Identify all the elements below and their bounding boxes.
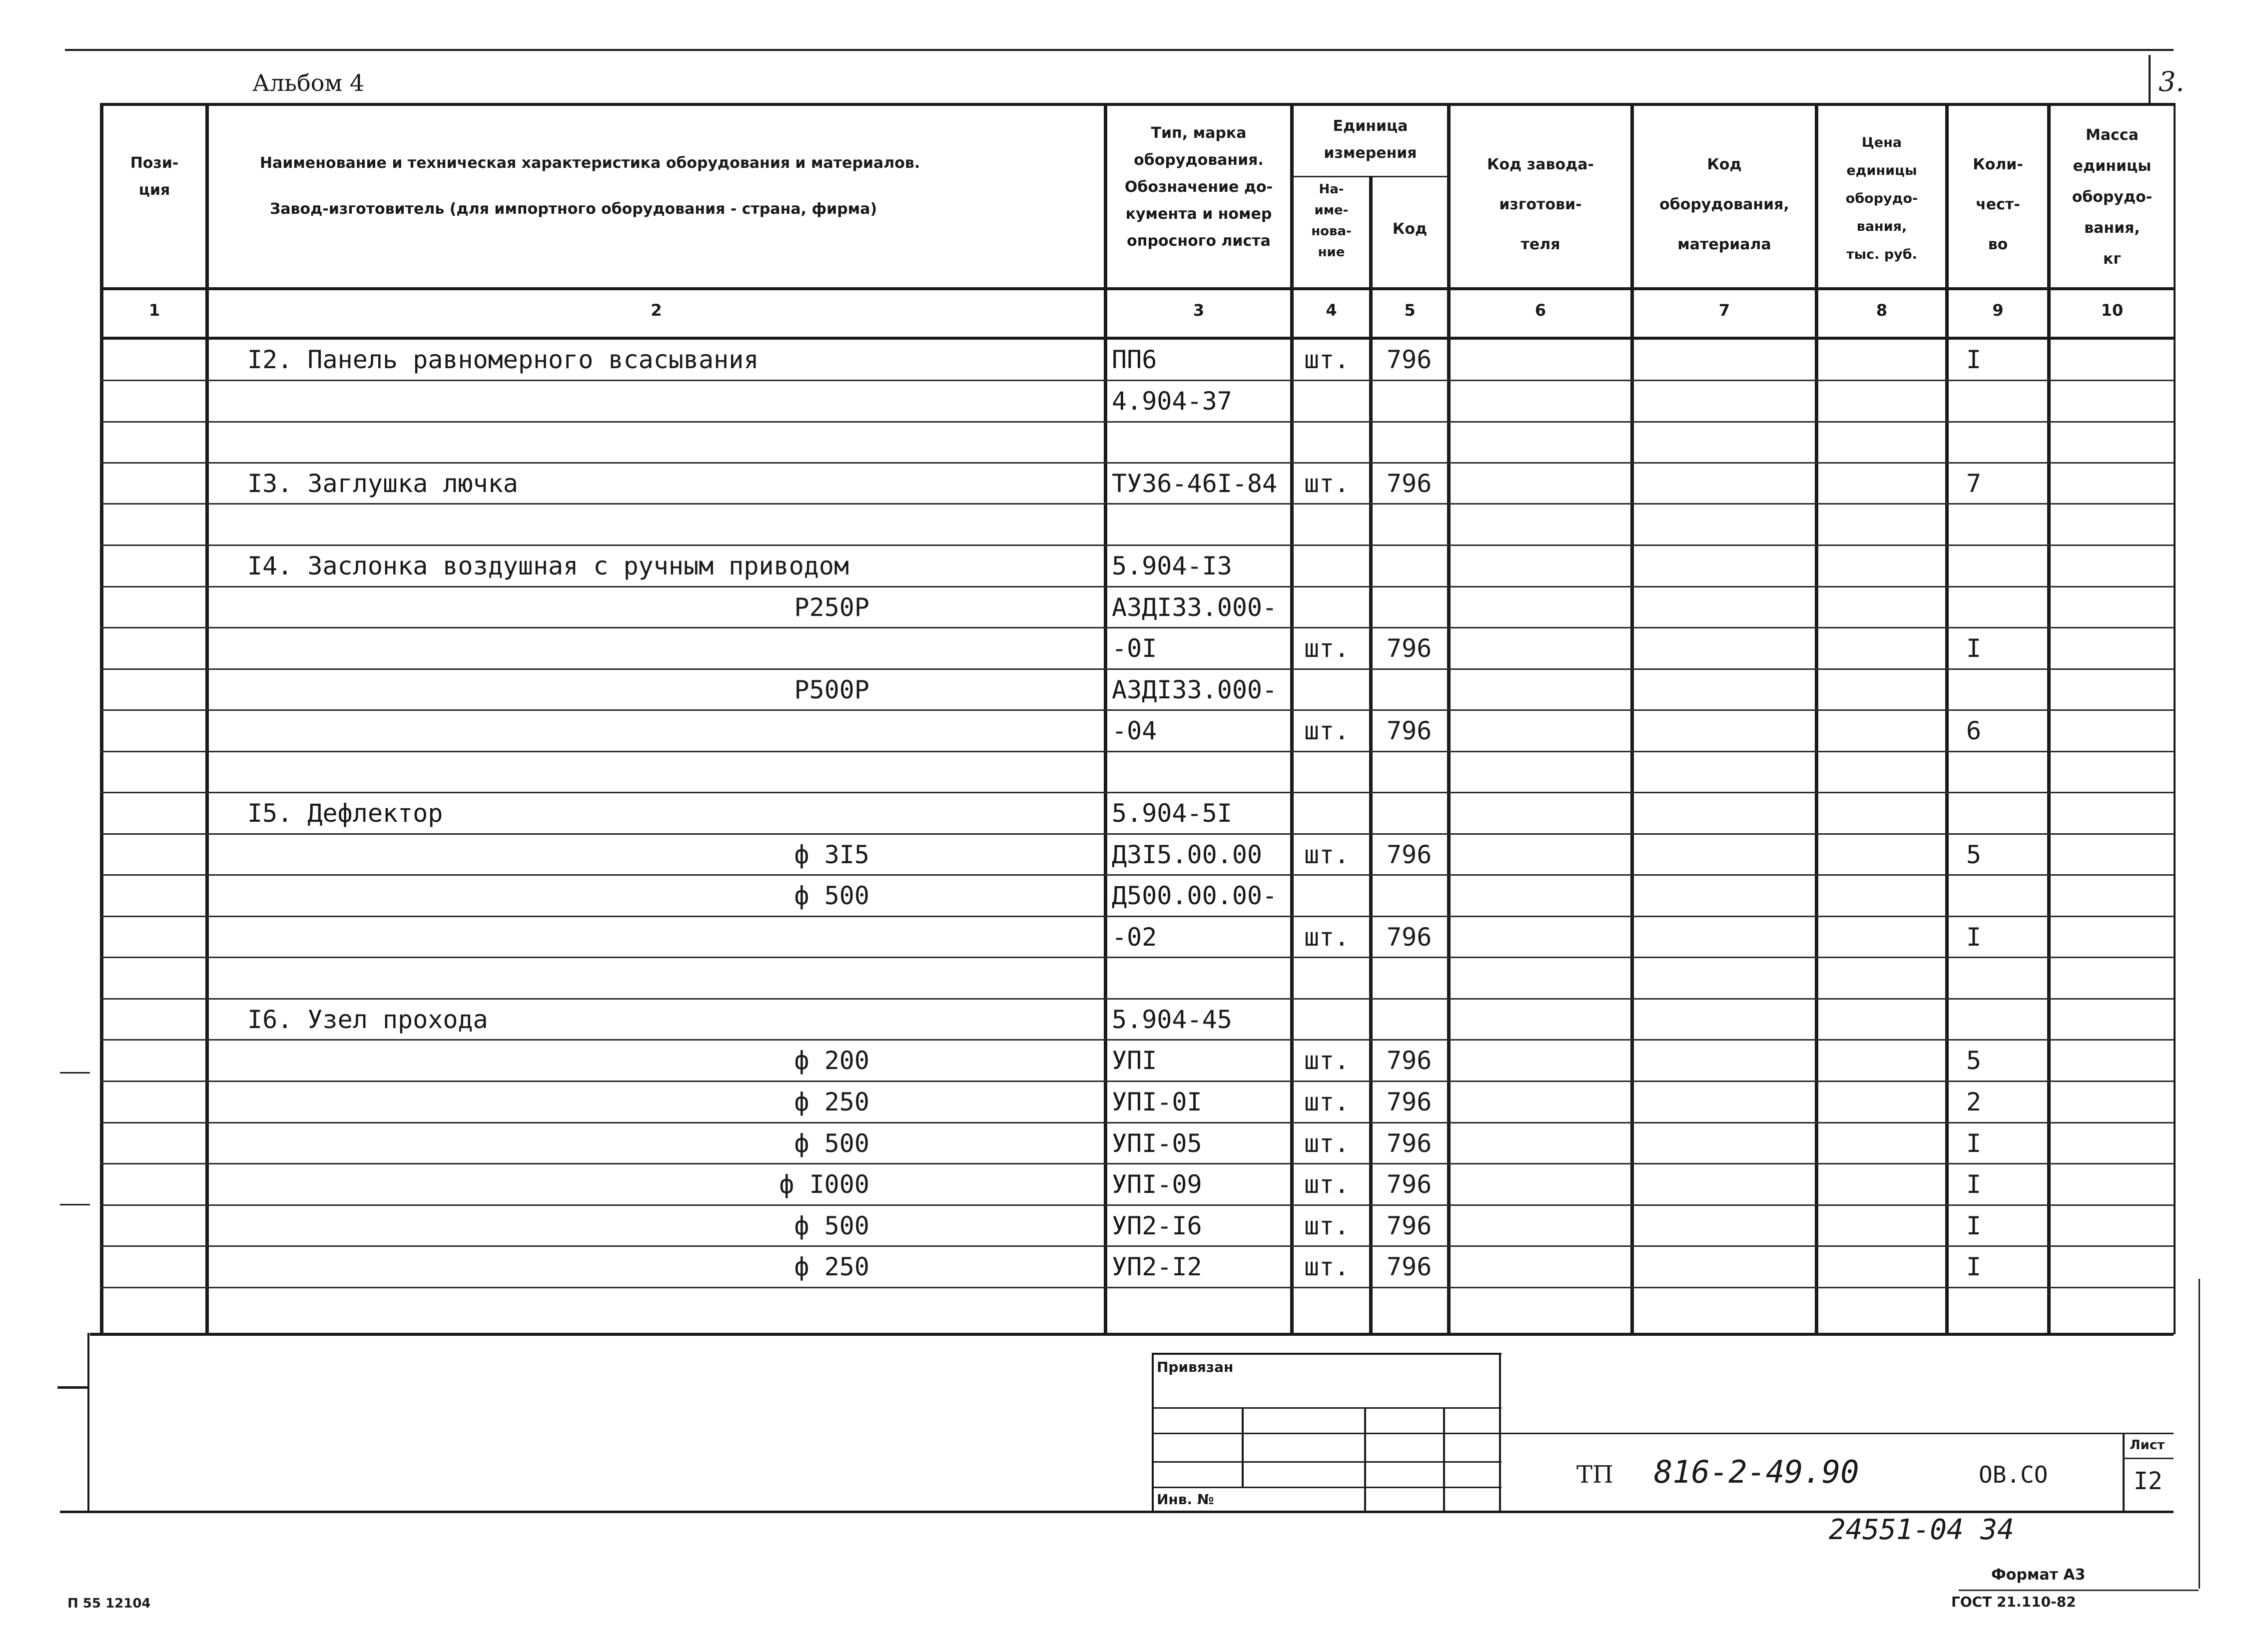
item-type: -02 — [1112, 923, 1157, 952]
margin-tick — [60, 1204, 90, 1205]
margin-tick — [57, 1386, 87, 1389]
item-quantity: 7 — [1966, 469, 1982, 498]
item-name: I5. Дефлектор — [247, 799, 443, 828]
privyazan-label: Привязан — [1157, 1359, 1234, 1375]
item-type: АЗДI33.000- — [1112, 593, 1278, 622]
item-unit-code: 796 — [1387, 345, 1432, 374]
inventory-label: Инв. № — [1157, 1491, 1214, 1508]
header-position: Пози- ция — [130, 154, 179, 199]
item-unit-code: 796 — [1387, 1170, 1432, 1199]
header-quantity: Коли- чест- во — [1973, 156, 2023, 253]
item-type: 5.904-5I — [1112, 799, 1232, 828]
header-mass: Масса единицы оборудо- вания, кг — [2072, 126, 2153, 268]
col-num-5: 5 — [1404, 301, 1416, 320]
header-type: Тип, марка оборудования. Обозначение до- кумента и номер опросного листа — [1124, 124, 1273, 250]
item-type: ПП6 — [1112, 345, 1157, 374]
item-unit: шт. — [1304, 345, 1350, 374]
item-unit: шт. — [1304, 469, 1350, 498]
col-num-9: 9 — [1992, 301, 2004, 320]
item-type: Д3I5.00.00 — [1112, 840, 1263, 869]
col-num-3: 3 — [1193, 301, 1205, 320]
item-name: ф 3I5 — [794, 840, 869, 869]
item-unit-code: 796 — [1387, 1088, 1432, 1116]
header-price: Цена единицы оборудо- вания, тыс. руб. — [1845, 135, 1918, 262]
item-quantity: 5 — [1966, 840, 1982, 869]
item-type: 4.904-37 — [1112, 387, 1232, 416]
item-quantity: I — [1966, 345, 1982, 374]
col-num-8: 8 — [1876, 301, 1888, 320]
item-type: УПI-0I — [1112, 1088, 1202, 1116]
item-quantity: I — [1966, 634, 1982, 663]
item-unit: шт. — [1304, 840, 1350, 869]
item-quantity: I — [1966, 1252, 1982, 1281]
col-num-6: 6 — [1534, 301, 1546, 320]
item-type: АЗДI33.000- — [1112, 675, 1278, 704]
item-unit: шт. — [1304, 1211, 1350, 1240]
item-type: ТУ36-46I-84 — [1112, 469, 1278, 498]
header-plant-code: Код завода- изготови- теля — [1487, 156, 1594, 253]
tp-label: ТП — [1576, 1461, 1613, 1489]
item-type: 5.904-I3 — [1112, 551, 1232, 580]
sheet-number: I2 — [2134, 1467, 2163, 1495]
format-line — [1959, 1590, 2199, 1591]
col-num-7: 7 — [1718, 301, 1730, 320]
header-name-line1: Наименование и техническая характеристика оборудования и материалов. — [260, 154, 920, 172]
item-name: ф I000 — [779, 1170, 869, 1199]
item-name: ф 250 — [794, 1088, 869, 1116]
item-name: P250P — [794, 593, 869, 622]
col-num-10: 10 — [2101, 301, 2124, 320]
item-unit: шт. — [1304, 1170, 1350, 1199]
item-name: I4. Заслонка воздушная с ручным приводом — [247, 551, 849, 580]
header-unit-name: На- име- нова- ние — [1311, 182, 1352, 260]
archive-number: 24551-04 34 — [1829, 1514, 2014, 1546]
item-type: УПI-09 — [1112, 1170, 1202, 1199]
item-unit-code: 796 — [1387, 1046, 1432, 1075]
item-unit: шт. — [1304, 1129, 1350, 1158]
item-name: ф 500 — [794, 1211, 869, 1240]
item-quantity: 5 — [1966, 1046, 1982, 1075]
item-quantity: I — [1966, 1170, 1982, 1199]
sheet-corner-number: 3. — [2159, 66, 2185, 97]
document-mark: ОВ.СО — [1979, 1461, 2048, 1488]
item-unit-code: 796 — [1387, 840, 1432, 869]
item-type: 5.904-45 — [1112, 1005, 1232, 1034]
col-num-1: 1 — [148, 301, 160, 320]
item-unit-code: 796 — [1387, 1129, 1432, 1158]
item-unit: шт. — [1304, 923, 1350, 952]
item-unit: шт. — [1304, 716, 1350, 745]
item-unit-code: 796 — [1387, 1252, 1432, 1281]
item-name: I2. Панель равномерного всасывания — [247, 345, 759, 374]
item-type: Д500.00.00- — [1112, 881, 1278, 910]
header-name-line2: Завод-изготовитель (для импортного оборудования - страна, фирма) — [270, 200, 877, 218]
album-label: Альбом 4 — [252, 69, 365, 96]
tp-number: 816-2-49.90 — [1654, 1454, 1859, 1490]
item-unit-code: 796 — [1387, 923, 1432, 952]
item-type: УПI-05 — [1112, 1129, 1202, 1158]
item-unit-code: 796 — [1387, 469, 1432, 498]
item-unit-code: 796 — [1387, 634, 1432, 663]
item-unit: шт. — [1304, 634, 1350, 663]
item-unit-code: 796 — [1387, 716, 1432, 745]
sheet-label: Лист — [2130, 1438, 2165, 1453]
item-quantity: I — [1966, 1129, 1982, 1158]
item-name: P500P — [794, 675, 869, 704]
item-type: УП2-I2 — [1112, 1252, 1202, 1281]
item-type: -0I — [1112, 634, 1157, 663]
header-unit-code: Код — [1392, 220, 1428, 238]
col-num-2: 2 — [651, 301, 662, 320]
item-type: -04 — [1112, 716, 1157, 745]
printer-code: П 55 12104 — [67, 1596, 151, 1611]
item-name: ф 200 — [794, 1046, 869, 1075]
item-quantity: 6 — [1966, 716, 1982, 745]
margin-tick — [60, 1072, 90, 1074]
item-quantity: I — [1966, 923, 1982, 952]
item-name: ф 250 — [794, 1252, 869, 1281]
format-label: Формат А3 — [1991, 1566, 2086, 1584]
header-unit-group: Единица измерения — [1324, 117, 1417, 162]
col-num-4: 4 — [1326, 301, 1337, 320]
item-name: I6. Узел прохода — [247, 1005, 488, 1034]
item-name: ф 500 — [794, 881, 869, 910]
item-unit: шт. — [1304, 1088, 1350, 1116]
gost-label: ГОСТ 21.110-82 — [1951, 1594, 2076, 1610]
item-unit: шт. — [1304, 1046, 1350, 1075]
item-unit: шт. — [1304, 1252, 1350, 1281]
item-type: УП2-I6 — [1112, 1211, 1202, 1240]
item-quantity: I — [1966, 1211, 1982, 1240]
header-equipment-code: Код оборудования, материала — [1659, 156, 1789, 253]
right-margin-line — [2199, 1279, 2200, 1589]
item-name: I3. Заглушка лючка — [247, 469, 518, 498]
item-name: ф 500 — [794, 1129, 869, 1158]
item-unit-code: 796 — [1387, 1211, 1432, 1240]
item-type: УПI — [1112, 1046, 1157, 1075]
item-quantity: 2 — [1966, 1088, 1982, 1116]
